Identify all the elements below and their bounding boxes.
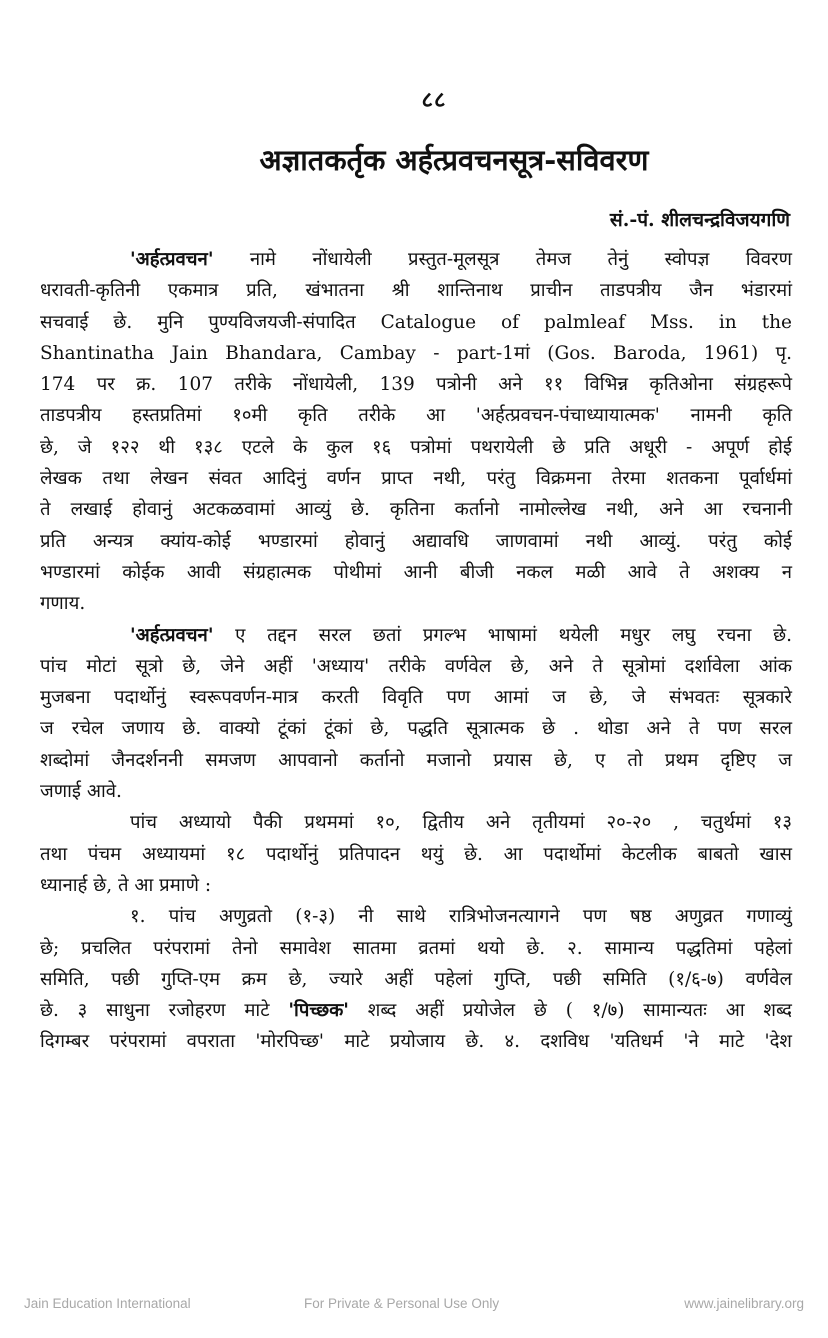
text-line: मुजबना पदार्थोनुं स्वरूपवर्णन-मात्र करती विवृति पण आमां ज छे, जे संभवतः सूत्रकारे <box>40 687 792 709</box>
text-line: दिगम्बर परंपरामां वपराता 'मोरपिच्छ' माटे प्रयोजाय छे. ४. दशविध 'यतिधर्म 'ने माटे 'देश <box>40 1031 792 1053</box>
text-line: 'अर्हत्प्रवचन' नामे नोंधायेली प्रस्तुत-मूलसूत्र तेमज तेनुं स्वोपज्ञ विवरण <box>130 249 792 270</box>
paragraph-4 <box>40 901 792 1057</box>
text-line: १. पांच अणुव्रतो (१-३) नी साथे रात्रिभोजनत्यागने पण षष्ठ अणुव्रत गणाव्युं <box>130 906 792 928</box>
page-number: ८८ <box>421 87 447 113</box>
text-line: 174 पर क्र. 107 तरीके नोंधायेली, 139 पत्रोनी अने ११ विभिन्न कृतिओना संग्रहरूपे <box>40 374 792 396</box>
text-line: छे; प्रचलित परंपरामां तेनो समावेश सातमा व्रतमां थयो छे. २. सामान्य पद्धतिमां पहेलां <box>40 937 792 959</box>
footer-website-link[interactable]: www.jainelibrary.org <box>684 1296 804 1311</box>
text-line: शब्दोमां जैनदर्शनन‍ी समजण आपवानो कर्तानो मजानो प्रयास छे, ए तो प्रथम दृष्टिए ज <box>40 749 792 771</box>
text-line: Shantinatha Jain Bhandara, Cambay - part-1मां (Gos. Baroda, 1961) पृ. <box>40 342 792 364</box>
text-line: तथा पंचम अध्यायमां १८ पदार्थोनुं प्रतिपादन थयुं छे. आ पदार्थोमां केटलीक बाबतो खास <box>40 843 792 865</box>
text-line: ताडपत्रीय हस्तप्रतिमां १०मी कृति तरीके आ 'अर्हत्प्रवचन-पंचाध्यायात्मक' नामनी कृति <box>40 405 792 427</box>
text-line: लेखक तथा लेखन संवत आदिनुं वर्णन प्राप्त नथी, परंतु विक्रमना तेरमा शतकना पूर्वार्धमां <box>40 468 792 490</box>
text-line: भण्डारमां कोईक आवी संग्रहात्मक पोथीमां आनी बीजी नकल मळी आवे ते अशक्य न <box>40 561 792 583</box>
author-byline: सं.-पं. शीलचन्द्रविजयगणि <box>609 209 790 231</box>
paragraph-2 <box>40 620 792 808</box>
text-line: समिति, पछी गुप्ति-एम क्रम छे, ज्यारे अहीं पहेलां गुप्ति, पछी समिति (१/६-७) वर्णवेल <box>40 968 792 990</box>
text-line: छे. ३ साधुना रजोहरण माटे 'पिच्छक' शब्द अहीं प्रयोजेल छे ( १/७) सामान्यतः आ शब्द <box>40 1000 792 1022</box>
emphasized-term: 'अर्हत्प्रवचन' <box>130 624 214 646</box>
paragraph-1 <box>40 244 792 620</box>
footer <box>0 1296 828 1320</box>
text-line: पांच मोटां सूत्रो छे, जेने अहीं 'अध्याय' तरीके वर्णवेल छे, अने ते सूत्रोमां दर्शावेला आंक <box>40 655 792 677</box>
emphasized-term: 'अर्हत्प्रवचन' <box>130 249 214 270</box>
text-line: धरावती-कृतिनी एकमात्र प्रति, खंभातना श्री शान्तिनाथ प्राचीन ताडपत्रीय जैन भंडारमां <box>40 280 792 302</box>
article-title: अज्ञातकर्तृक अर्हत्प्रवचनसूत्र-सविवरण <box>259 143 649 177</box>
footer-publisher: Jain Education International <box>24 1296 191 1311</box>
text-line: सचवाई छे. मुनि पुण्यविजयजी-संपादित Catalogue of palmleaf Mss. in the <box>40 311 792 333</box>
text-line: ते लखाई होवानुं अटकळवामां आव्युं छे. कृतिना कर्तानो नामोल्लेख नथी, अने आ रचनानी <box>40 499 792 521</box>
text-line: 'अर्हत्प्रवचन' ए तद्दन सरल छतां प्रगल्भ भाषामां थयेली मधुर लघु रचना छे. <box>130 624 792 646</box>
text-line: ध्यानार्ह छे, ते आ प्रमाणे : <box>40 874 212 896</box>
emphasized-term: 'पिच्छक' <box>288 1000 349 1022</box>
footer-usage-notice: For Private & Personal Use Only <box>304 1296 500 1311</box>
text-line: गणाय. <box>40 593 86 615</box>
text-line: प्रति अन्यत्र क्यांय-कोई भण्डारमां होवानुं अद्यावधि जाणवामां नथी आव्युं. परंतु कोई <box>40 530 792 552</box>
text-line: जणाई आवे. <box>40 781 122 803</box>
article-body <box>40 244 792 1058</box>
text-line: छे, जे १२२ थी १३८ एटले के कुल १६ पत्रोमां पथरायेली छे प्रति अधूरी - अपूर्ण होई <box>40 436 792 458</box>
text-line: पांच अध्यायो पैकी प्रथममां १०, द्वितीय अने तृतीयमां २०-२० , चतुर्थमां १३ <box>130 812 792 834</box>
text-line: ज रचेल जणाय छे. वाक्यो टूंकां टूंकां छे, पद्धति सूत्रात्मक छे . थोडा अने ते पण सरल <box>40 718 792 740</box>
paragraph-3 <box>40 807 792 901</box>
